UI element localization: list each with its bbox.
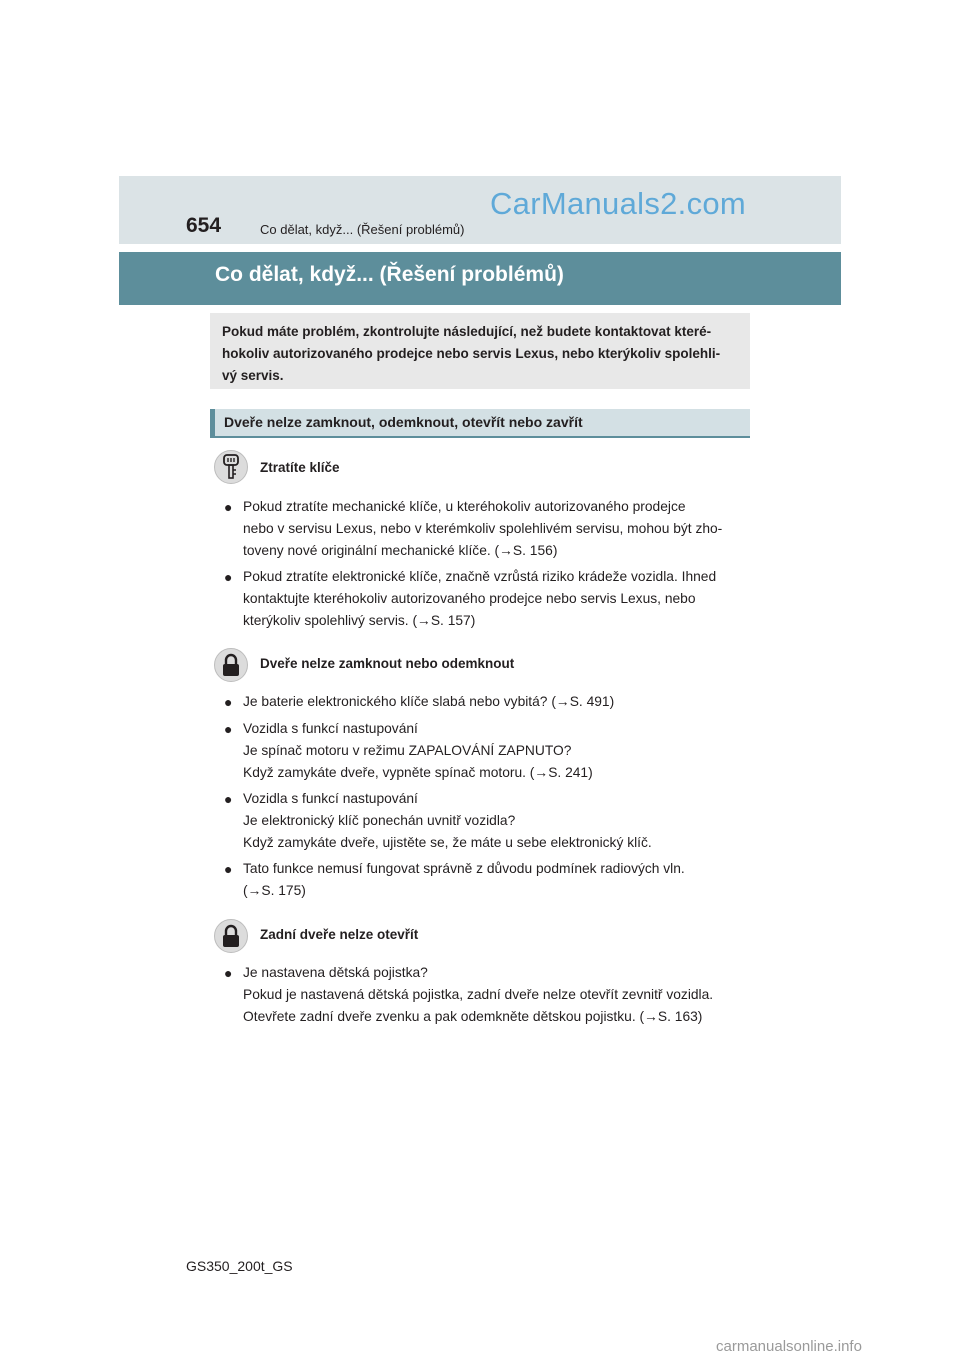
bullet-line: Tato funkce nemusí fungovat správně z důvodu podmínek radiových vln. bbox=[243, 861, 685, 876]
bullet-marker: ● bbox=[224, 694, 233, 710]
bullet-marker: ● bbox=[224, 569, 233, 585]
bullet-line: kontaktujte kteréhokoliv autorizovaného prodejce nebo servis Lexus, nebo bbox=[243, 591, 696, 606]
bullet-marker: ● bbox=[224, 861, 233, 877]
bullet-line: Otevřete zadní dveře zvenku a pak odemkněte dětskou pojistku. (→S. 163) bbox=[243, 1009, 703, 1024]
bullet-text bbox=[243, 858, 748, 902]
intro-line: vý servis. bbox=[222, 368, 284, 383]
bullet-line: Pokud ztratíte mechanické klíče, u kteréhokoliv autorizovaného prodejce bbox=[243, 499, 686, 514]
list-item bbox=[224, 962, 748, 1028]
list-item bbox=[224, 788, 748, 854]
bullet-text bbox=[243, 962, 748, 1028]
bullet-text bbox=[243, 691, 748, 713]
topic-title: Zadní dveře nelze otevřít bbox=[260, 927, 419, 942]
bullet-text bbox=[243, 496, 748, 562]
bullet-line: Pokud je nastavená dětská pojistka, zadní dveře nelze otevřít zevnitř vozidla. bbox=[243, 987, 714, 1002]
bullet-text bbox=[243, 788, 748, 854]
section-title: Co dělat, když... (Řešení problémů) bbox=[215, 263, 564, 286]
subheading-bar bbox=[210, 409, 750, 438]
bullet-line: Když zamykáte dveře, vypněte spínač motoru. (→S. 241) bbox=[243, 765, 593, 780]
list-item bbox=[224, 691, 748, 713]
intro-line: Pokud máte problém, zkontrolujte následující, než budete kontaktovat které- bbox=[222, 324, 712, 339]
page-number: 654 bbox=[186, 214, 222, 237]
intro-box bbox=[210, 313, 750, 389]
bullet-line: kterýkoliv spolehlivý servis. (→S. 157) bbox=[243, 613, 476, 628]
bullet-line: Vozidla s funkcí nastupování bbox=[243, 791, 418, 806]
list-item bbox=[224, 718, 748, 784]
bullet-line: (→S. 175) bbox=[243, 883, 306, 898]
bullet-line: Je baterie elektronického klíče slabá nebo vybitá? (→S. 491) bbox=[243, 694, 615, 709]
topic-title: Ztratíte klíče bbox=[260, 460, 340, 475]
model-code: GS350_200t_GS bbox=[186, 1258, 293, 1274]
bullet-text bbox=[243, 718, 748, 784]
bullet-text bbox=[243, 566, 748, 632]
key-icon bbox=[214, 450, 248, 484]
bullet-line: Je nastavena dětská pojistka? bbox=[243, 965, 428, 980]
watermark-logo: CarManuals2.com bbox=[490, 186, 747, 221]
bullet-line: Je elektronický klíč ponechán uvnitř vozidla? bbox=[243, 813, 516, 828]
bullet-line: Vozidla s funkcí nastupování bbox=[243, 721, 418, 736]
padlock-icon bbox=[214, 648, 248, 682]
bullet-marker: ● bbox=[224, 791, 233, 807]
bullet-marker: ● bbox=[224, 499, 233, 515]
subheading-text: Dveře nelze zamknout, odemknout, otevřít nebo zavřít bbox=[224, 414, 583, 430]
bullet-line: Když zamykáte dveře, ujistěte se, že máte u sebe elektronický klíč. bbox=[243, 835, 652, 850]
intro-text bbox=[222, 321, 738, 387]
list-item bbox=[224, 496, 748, 562]
bullet-line: nebo v servisu Lexus, nebo v kterémkoliv spolehlivém servisu, mohou být zho- bbox=[243, 521, 723, 536]
intro-line: hokoliv autorizovaného prodejce nebo servis Lexus, nebo kterýkoliv spolehli- bbox=[222, 346, 721, 361]
padlock-icon bbox=[214, 919, 248, 953]
list-item bbox=[224, 566, 748, 632]
source-watermark: carmanualsonline.info bbox=[716, 1338, 862, 1355]
bullet-marker: ● bbox=[224, 965, 233, 981]
running-title: Co dělat, když... (Řešení problémů) bbox=[260, 222, 465, 237]
bullet-line: Pokud ztratíte elektronické klíče, značně vzrůstá riziko krádeže vozidla. Ihned bbox=[243, 569, 717, 584]
bullet-marker: ● bbox=[224, 721, 233, 737]
list-item bbox=[224, 858, 748, 902]
bullet-line: toveny nové originální mechanické klíče. (→S. 156) bbox=[243, 543, 558, 558]
topic-title: Dveře nelze zamknout nebo odemknout bbox=[260, 656, 515, 671]
bullet-line: Je spínač motoru v režimu ZAPALOVÁNÍ ZAPNUTO? bbox=[243, 743, 572, 758]
